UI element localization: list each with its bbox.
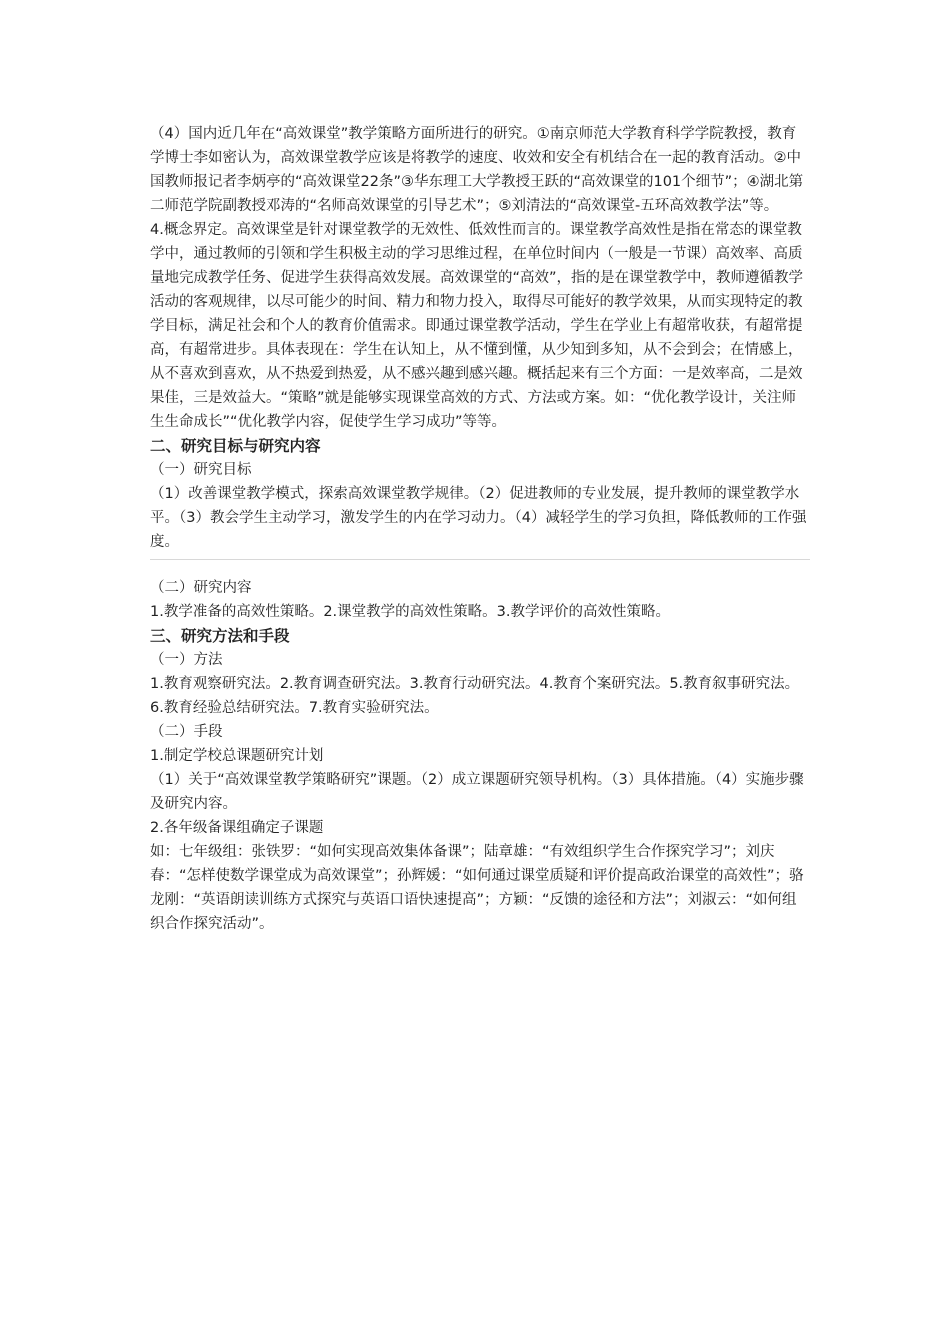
subheading-methods: （一）方法 <box>150 652 223 668</box>
subheading-research-goals: （一）研究目标 <box>150 462 252 478</box>
paragraph-school-plan: 1.制定学校总课题研究计划 <box>150 748 324 764</box>
paragraph-research-content: 1.教学准备的高效性策略。2.课堂教学的高效性策略。3.教学评价的高效性策略。 <box>150 604 671 620</box>
paragraph-domestic-research: （4）国内近几年在“高效课堂”教学策略方面所进行的研究。①南京师范大学教育科学学院教授，教育学博士李如密认为，高效课堂教学应该是将教学的速度、收效和安全有机结合在一起的教育活动。②中国教师报记者李炳亭的“高效课堂22条”③华东理工大学教授王跃的“高效课堂的101个细节”；④湖北第二师范学院副教授邓涛的“名师高效课堂的引导艺术”；⑤刘清法的“高效课堂-五环高效教学法”等。 <box>150 126 804 214</box>
section-heading-methods: 三、研究方法和手段 <box>150 627 290 645</box>
paragraph-methods: 1.教育观察研究法。2.教育调查研究法。3.教育行动研究法。4.教育个案研究法。5.教育叙事研究法。6.教育经验总结研究法。7.教育实验研究法。 <box>150 676 800 716</box>
subheading-means: （二）手段 <box>150 724 223 740</box>
paragraph-concept-definition: 4.概念界定。高效课堂是针对课堂教学的无效性、低效性而言的。课堂教学高效性是指在常态的课堂教学中，通过教师的引领和学生积极主动的学习思维过程，在单位时间内（一般是一节课）高效率、高质量地完成教学任务、促进学生获得高效发展。高效课堂的“高效”，指的是在课堂教学中，教师遵循教学活动的客观规律，以尽可能少的时间、精力和物力投入，取得尽可能好的教学效果，从而实现特定的教学目标，满足社会和个人的教育价值需求。即通过课堂教学活动，学生在学业上有超常收获，有超常提高，有超常进步。具体表现在：学生在认知上，从不懂到懂，从少知到多知，从不会到会；在情感上，从不喜欢到喜欢，从不热爱到热爱，从不感兴趣到感兴趣。概括起来有三个方面：一是效率高，二是效果佳，三是效益大。“策略”就是能够实现课堂高效的方式、方法或方案。如：“优化教学设计，关注师生生命成长”“优化教学内容，促使学生学习成功”等等。 <box>150 222 804 430</box>
subheading-research-content: （二）研究内容 <box>150 580 252 596</box>
paragraph-research-goals: （1）改善课堂教学模式，探索高效课堂教学规律。（2）促进教师的专业发展，提升教师的课堂教学水平。（3）教会学生主动学习，激发学生的内在学习动力。（4）减轻学生的学习负担，降低教师的工作强度。 <box>150 486 807 550</box>
page-divider <box>150 559 810 560</box>
paragraph-grade-subtopics: 2.各年级备课组确定子课题 <box>150 820 324 836</box>
section-heading-goals-content: 二、研究目标与研究内容 <box>150 437 321 455</box>
document-body <box>150 122 810 936</box>
paragraph-plan-items: （1）关于“高效课堂教学策略研究”课题。（2）成立课题研究领导机构。（3）具体措施。（4）实施步骤及研究内容。 <box>150 772 804 812</box>
paragraph-subtopic-examples: 如：七年级组：张铁罗：“如何实现高效集体备课”；陆章雄：“有效组织学生合作探究学习”；刘庆春：“怎样使数学课堂成为高效课堂”；孙辉媛：“如何通过课堂质疑和评价提高政治课堂的高效性”；骆龙刚：“英语朗读训练方式探究与英语口语快速提高”；方颖：“反馈的途径和方法”；刘淑云：“如何组织合作探究活动”。 <box>150 844 804 932</box>
